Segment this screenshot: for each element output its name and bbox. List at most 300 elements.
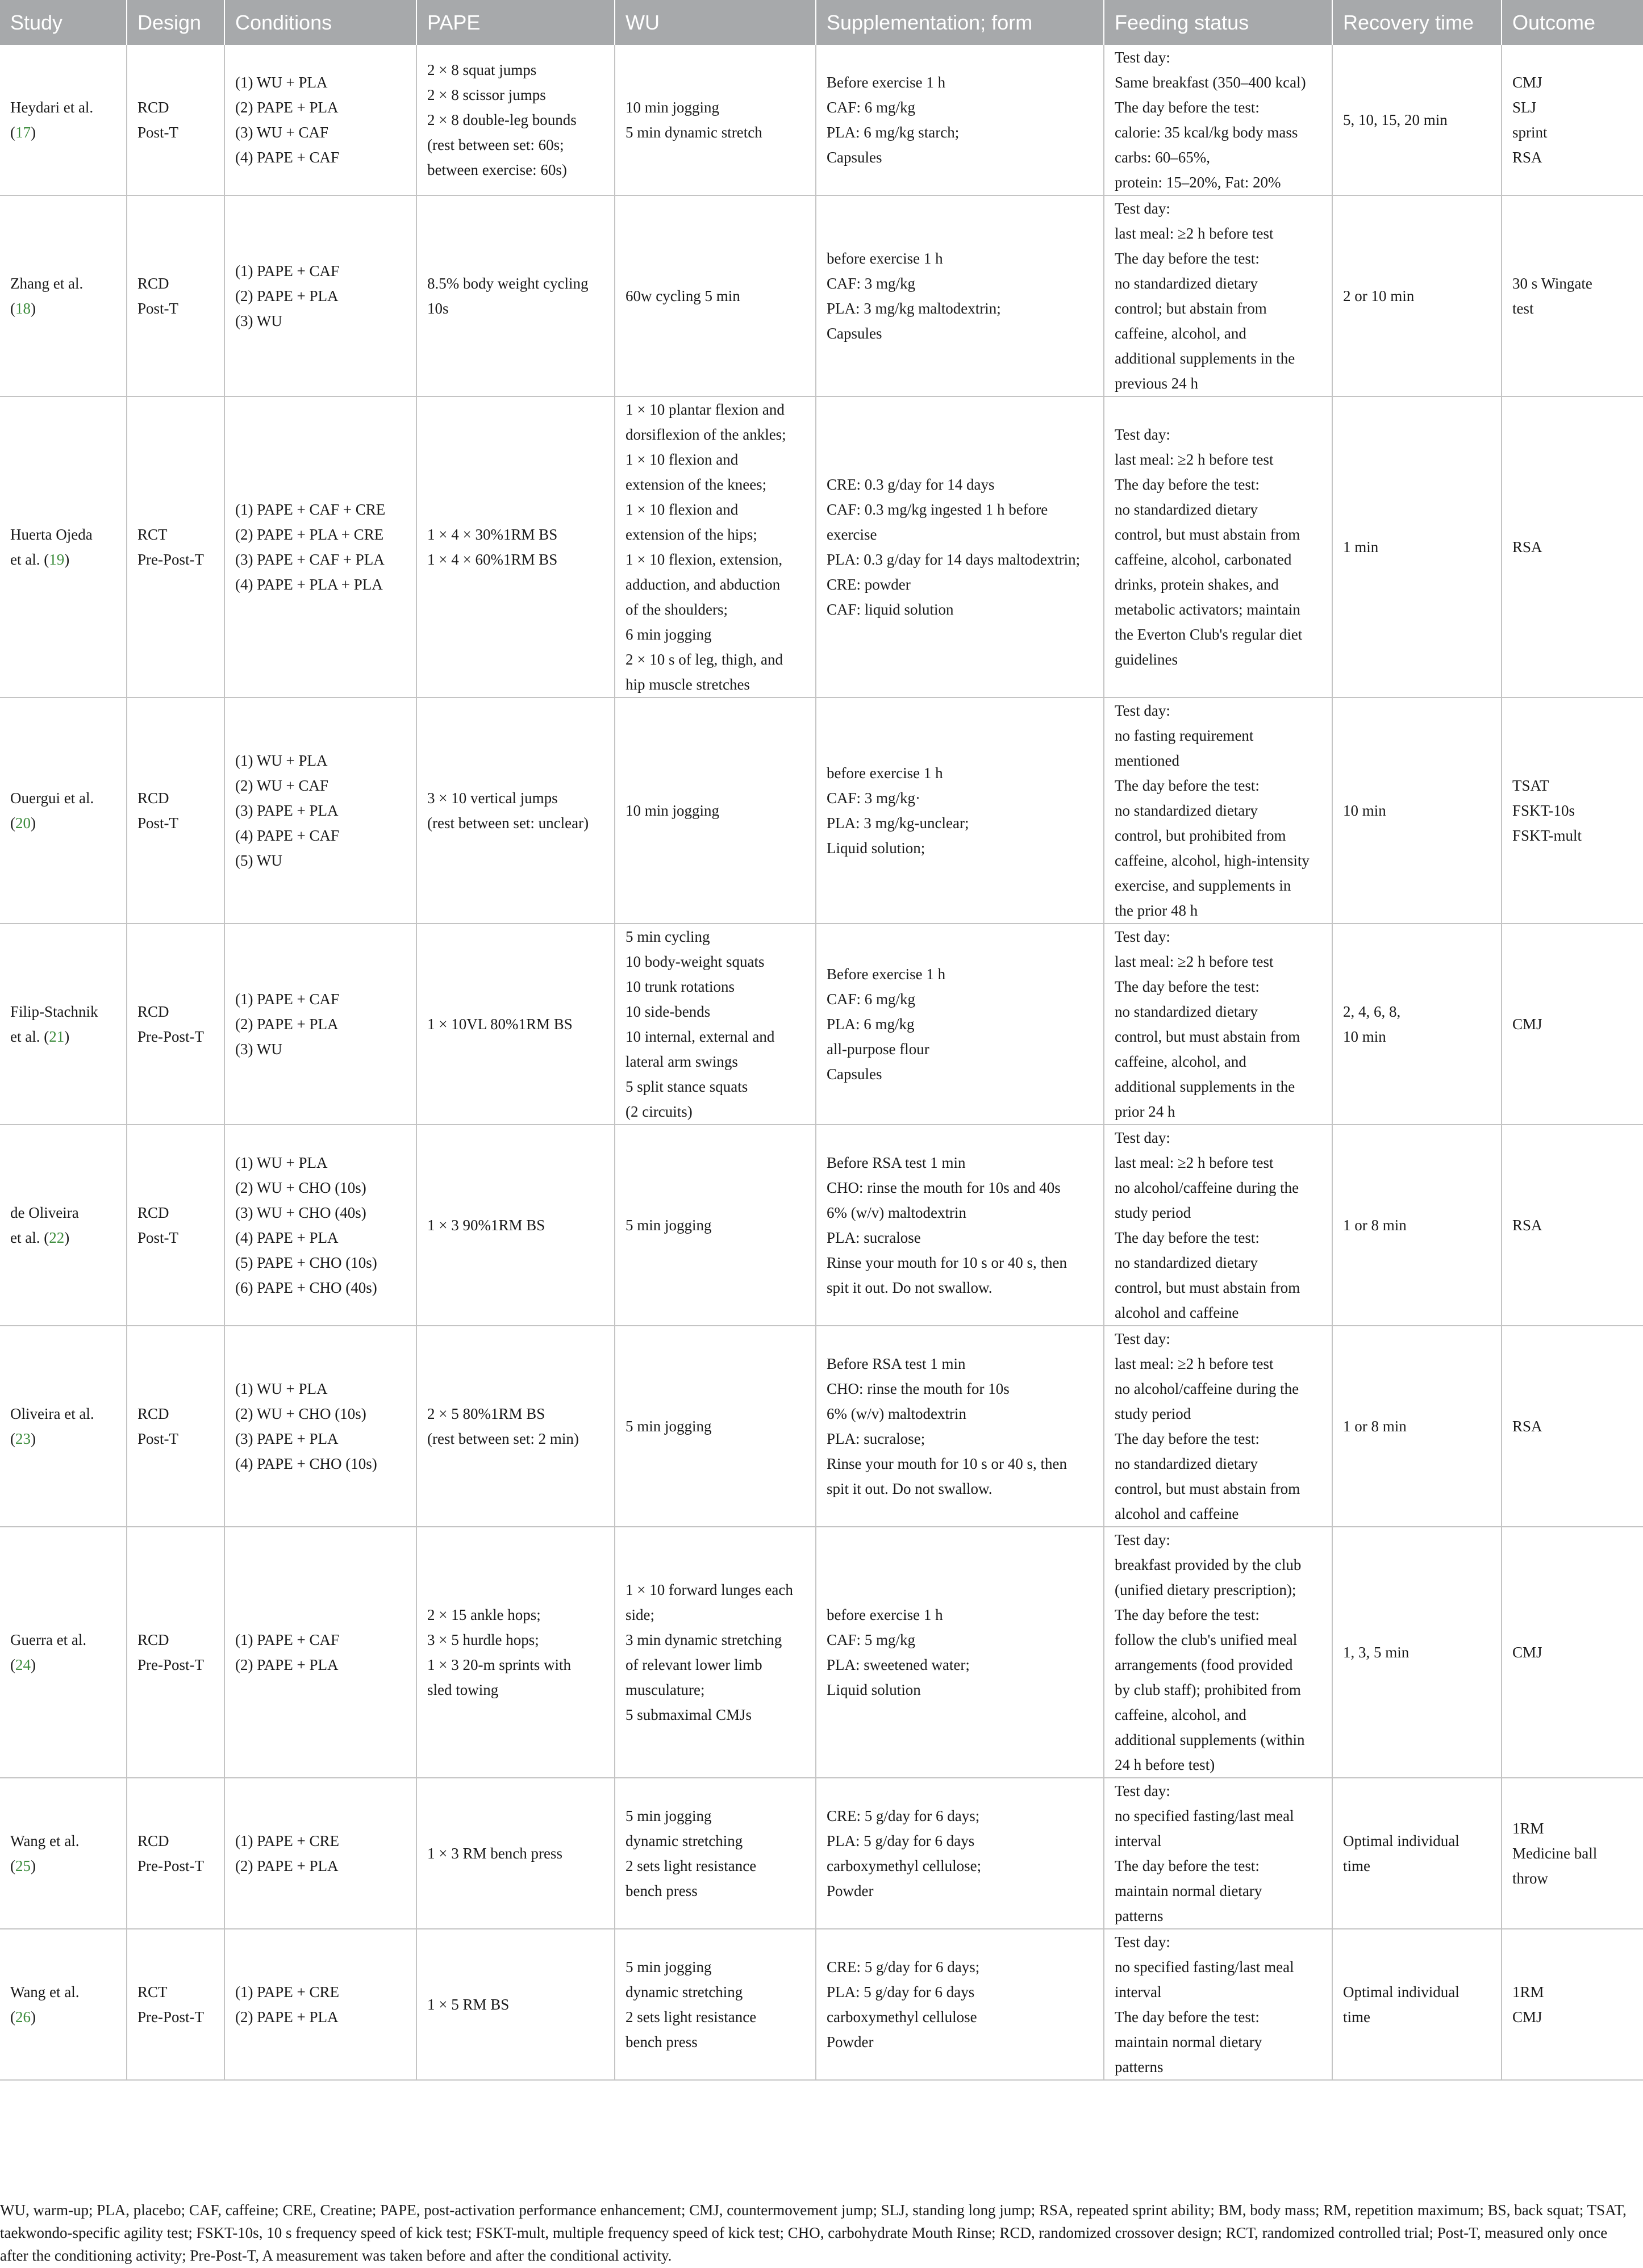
outcome-line: CMJ (1512, 1016, 1542, 1033)
feeding-line: maintain normal dietary (1115, 1882, 1262, 1899)
feeding-line: Test day: (1115, 928, 1170, 945)
cell-supp (816, 396, 1104, 697)
supp-line: PLA: 5 g/day for 6 days (827, 1983, 975, 2000)
feeding-line: calorie: 35 kcal/kg body mass (1115, 124, 1298, 141)
pape-line: 1 × 3 20-m sprints with (427, 1656, 571, 1673)
cell-outcome (1502, 45, 1643, 195)
design-line: Post-T (137, 124, 179, 141)
design-line: RCT (137, 526, 168, 543)
pape-line: 1 × 5 RM BS (427, 1996, 510, 2013)
feeding-line: (unified dietary prescription); (1115, 1581, 1296, 1598)
feeding-line: caffeine, alcohol, and (1115, 1706, 1246, 1723)
study-text: et al. ( (10, 1229, 49, 1246)
supp-line: Powder (827, 2033, 874, 2050)
conditions-line: (3) WU (235, 1041, 282, 1058)
feeding-line: no alcohol/caffeine during the (1115, 1380, 1299, 1397)
outcome-line: throw (1512, 1870, 1548, 1887)
cell-wu (615, 1527, 816, 1778)
feeding-line: no fasting requirement (1115, 727, 1254, 744)
supp-line: CRE: 0.3 g/day for 14 days (827, 476, 995, 493)
supp-line: PLA: sweetened water; (827, 1656, 970, 1673)
cell-pape (416, 195, 615, 396)
conditions-line: (1) PAPE + CAF (235, 991, 340, 1008)
outcome-line: 30 s Wingate (1512, 275, 1592, 292)
supp-line: Capsules (827, 1066, 882, 1083)
feeding-line: the prior 48 h (1115, 902, 1198, 919)
supp-line: PLA: 3 mg/kg-unclear; (827, 815, 969, 832)
cell-feeding (1104, 45, 1332, 195)
feeding-line: last meal: ≥2 h before test (1115, 451, 1274, 468)
pape-line: 2 × 8 scissor jumps (427, 86, 546, 103)
cell-recovery (1332, 1929, 1502, 2080)
feeding-line: patterns (1115, 1907, 1164, 1924)
study-text: Filip-Stachnik (10, 1003, 98, 1020)
feeding-line: The day before the test: (1115, 777, 1260, 794)
cell-conditions (224, 396, 416, 697)
recovery-line: 1 min (1343, 538, 1379, 555)
supp-line: spit it out. Do not swallow. (827, 1480, 993, 1497)
header-row (0, 0, 1643, 45)
feeding-line: prior 24 h (1115, 1103, 1175, 1120)
design-line: Pre-Post-T (137, 1857, 204, 1874)
feeding-line: 24 h before test) (1115, 1756, 1215, 1773)
feeding-line: Test day: (1115, 1782, 1170, 1799)
wu-line: 1 × 10 flexion and (625, 501, 739, 518)
study-line: et al. (21) (10, 1028, 70, 1045)
conditions-line: (1) WU + PLA (235, 1154, 328, 1171)
feeding-line: no standardized dietary (1115, 1003, 1258, 1020)
study-line (10, 1401, 120, 1426)
conditions-line: (2) PAPE + PLA (235, 2008, 339, 2025)
cell-design (127, 1778, 224, 1929)
cell-pape (416, 697, 615, 924)
conditions-line: (5) PAPE + CHO (10s) (235, 1254, 377, 1271)
feeding-line: alcohol and caffeine (1115, 1505, 1239, 1522)
cell-design (127, 1326, 224, 1527)
design-line: Pre-Post-T (137, 2008, 204, 2025)
wu-line: of relevant lower limb (625, 1656, 762, 1673)
table-row (0, 1929, 1643, 2080)
outcome-line: FSKT-10s (1512, 802, 1575, 819)
cell-conditions (224, 1326, 416, 1527)
supp-line: Capsules (827, 149, 882, 166)
design-line: RCD (137, 1003, 169, 1020)
pape-line: 1 × 10VL 80%1RM BS (427, 1016, 573, 1033)
cell-supp (816, 195, 1104, 396)
cell-outcome (1502, 1527, 1643, 1778)
wu-line: bench press (625, 2033, 698, 2050)
study-line: (23) (10, 1430, 36, 1447)
feeding-line: Test day: (1115, 49, 1170, 66)
cell-recovery (1332, 45, 1502, 195)
conditions-line: (2) PAPE + PLA (235, 1857, 339, 1874)
cell-pape (416, 924, 615, 1125)
study-text: ( (10, 1430, 15, 1447)
study-line (10, 1979, 120, 2004)
study-text: Zhang et al. (10, 275, 84, 292)
cell-wu (615, 396, 816, 697)
feeding-line: control, but must abstain from (1115, 1279, 1300, 1296)
cell-outcome (1502, 195, 1643, 396)
feeding-line: caffeine, alcohol, carbonated (1115, 551, 1292, 568)
wu-line: 5 min jogging (625, 1958, 712, 1975)
feeding-line: control; but abstain from (1115, 300, 1267, 317)
conditions-line: (4) PAPE + CAF (235, 827, 340, 844)
cell-conditions (224, 1778, 416, 1929)
conditions-line: (1) WU + PLA (235, 1380, 328, 1397)
reference-link[interactable]: 23 (15, 1430, 31, 1447)
study-line (10, 1200, 120, 1225)
cell-recovery (1332, 1125, 1502, 1326)
cell-recovery (1332, 924, 1502, 1125)
feeding-line: last meal: ≥2 h before test (1115, 1154, 1274, 1171)
feeding-line: control, but prohibited from (1115, 827, 1286, 844)
cell-pape (416, 45, 615, 195)
study-text: Oliveira et al. (10, 1405, 94, 1422)
cell-design (127, 45, 224, 195)
cell-design (127, 1125, 224, 1326)
conditions-line: (2) WU + CAF (235, 777, 328, 794)
feeding-line: exercise, and supplements in (1115, 877, 1291, 894)
supp-line: CAF: 5 mg/kg (827, 1631, 916, 1648)
reference-link[interactable]: 18 (15, 300, 31, 317)
supp-line: Before RSA test 1 min (827, 1154, 966, 1171)
cell-outcome (1502, 1125, 1643, 1326)
reference-link[interactable]: 20 (15, 815, 31, 832)
outcome-line: Medicine ball (1512, 1845, 1598, 1862)
pape-line: (rest between set: 2 min) (427, 1430, 579, 1447)
outcome-line: CMJ (1512, 1644, 1542, 1661)
wu-line: extension of the hips; (625, 526, 757, 543)
supp-line: before exercise 1 h (827, 765, 943, 782)
feeding-line: last meal: ≥2 h before test (1115, 953, 1274, 970)
study-text: ( (10, 124, 15, 141)
study-line: (24) (10, 1656, 36, 1673)
cell-wu (615, 1929, 816, 2080)
cell-conditions (224, 195, 416, 396)
study-line (10, 1627, 120, 1652)
recovery-line: 10 min (1343, 1028, 1386, 1045)
cell-wu (615, 1326, 816, 1527)
supp-line: Rinse your mouth for 10 s or 40 s, then (827, 1455, 1067, 1472)
pape-line: 3 × 10 vertical jumps (427, 790, 558, 807)
outcome-line: FSKT-mult (1512, 827, 1582, 844)
table-header (0, 0, 1643, 45)
wu-line: 10 side-bends (625, 1003, 711, 1020)
study-line (10, 522, 120, 547)
feeding-line: caffeine, alcohol, high-intensity (1115, 852, 1310, 869)
table-row (0, 1125, 1643, 1326)
cell-outcome (1502, 697, 1643, 924)
wu-line: 1 × 10 flexion and (625, 451, 739, 468)
supp-line: CAF: 3 mg/kg· (827, 790, 921, 807)
header-pape: PAPE (416, 0, 615, 45)
cell-outcome (1502, 396, 1643, 697)
pape-line: 2 × 15 ankle hops; (427, 1606, 541, 1623)
cell-feeding (1104, 924, 1332, 1125)
reference-link[interactable]: 22 (49, 1229, 65, 1246)
cell-study (0, 1527, 127, 1778)
reference-link[interactable]: 24 (15, 1656, 31, 1673)
reference-link[interactable]: 19 (49, 551, 65, 568)
feeding-line: by club staff); prohibited from (1115, 1681, 1301, 1698)
feeding-line: control, but must abstain from (1115, 1028, 1300, 1045)
outcome-line: test (1512, 300, 1534, 317)
study-text: ( (10, 815, 15, 832)
wu-line: 5 min jogging (625, 1217, 712, 1234)
feeding-line: carbs: 60–65%, (1115, 149, 1210, 166)
conditions-line: (3) PAPE + PLA (235, 802, 339, 819)
feeding-line: arrangements (food provided (1115, 1656, 1293, 1673)
table-row (0, 1778, 1643, 1929)
conditions-line: (1) WU + PLA (235, 74, 328, 91)
supp-line: Before exercise 1 h (827, 74, 946, 91)
cell-supp (816, 1527, 1104, 1778)
outcome-line: RSA (1512, 149, 1542, 166)
pape-line: 1 × 3 90%1RM BS (427, 1217, 545, 1234)
cell-recovery (1332, 1778, 1502, 1929)
feeding-line: Test day: (1115, 200, 1170, 217)
study-line (10, 999, 120, 1024)
supp-line: CHO: rinse the mouth for 10s and 40s (827, 1179, 1061, 1196)
feeding-line: guidelines (1115, 651, 1178, 668)
study-line (10, 95, 120, 120)
header-recovery-time: Recovery time (1332, 0, 1502, 45)
feeding-line: alcohol and caffeine (1115, 1304, 1239, 1321)
cell-pape (416, 1125, 615, 1326)
design-line: RCD (137, 1405, 169, 1422)
study-line: (17) (10, 124, 36, 141)
wu-line: 3 min dynamic stretching (625, 1631, 782, 1648)
feeding-line: The day before the test: (1115, 2008, 1260, 2025)
outcome-line: sprint (1512, 124, 1548, 141)
cell-study (0, 195, 127, 396)
feeding-line: Same breakfast (350–400 kcal) (1115, 74, 1306, 91)
conditions-line: (4) PAPE + PLA + PLA (235, 576, 383, 593)
cell-design (127, 924, 224, 1125)
feeding-line: maintain normal dietary (1115, 2033, 1262, 2050)
study-text: Wang et al. (10, 1983, 80, 2000)
supp-line: Capsules (827, 325, 882, 342)
cell-recovery (1332, 1527, 1502, 1778)
study-line (10, 271, 120, 296)
wu-line: 5 min jogging (625, 1418, 712, 1435)
cell-feeding (1104, 1527, 1332, 1778)
cell-feeding (1104, 1778, 1332, 1929)
wu-line: 10 body-weight squats (625, 953, 765, 970)
cell-wu (615, 697, 816, 924)
table-footnote: WU, warm-up; PLA, placebo; CAF, caffeine; CRE, Creatine; PAPE, post-activation performance enhancement; CMJ, countermovement jump; SLJ, standing long jump; RSA, repeated sprint ability; BM, body mass; RM, repetition maximum; BS, back squat; TSAT, taekwondo-specific agility test; FSKT-10s, 10 s frequency speed of kick test; FSKT-mult, multiple frequency speed of kick test; CHO, carbohydrate Mouth Rinse; RCD, randomized crossover design; RCT, randomized controlled trial; Post-T, measured only once after the conditioning activity; Pre-Post-T, A measurement was taken before and after the conditional activity. (0, 2202, 1627, 2264)
feeding-line: no specified fasting/last meal (1115, 1958, 1294, 1975)
supp-line: CRE: 5 g/day for 6 days; (827, 1958, 980, 1975)
cell-design (127, 697, 224, 924)
design-line: Post-T (137, 815, 179, 832)
wu-line: musculature; (625, 1681, 705, 1698)
supp-line: PLA: 0.3 g/day for 14 days maltodextrin; (827, 551, 1081, 568)
supp-line: CAF: liquid solution (827, 601, 954, 618)
study-text: ( (10, 300, 15, 317)
feeding-line: patterns (1115, 2058, 1164, 2075)
design-line: Pre-Post-T (137, 1656, 204, 1673)
header-supplementation: Supplementation; form (816, 0, 1104, 45)
cell-study (0, 924, 127, 1125)
recovery-line: time (1343, 2008, 1370, 2025)
study-text: ( (10, 1656, 15, 1673)
cell-study (0, 1929, 127, 2080)
cell-recovery (1332, 195, 1502, 396)
wu-line: dorsiflexion of the ankles; (625, 426, 786, 443)
cell-supp (816, 924, 1104, 1125)
conditions-line: (1) PAPE + CAF + CRE (235, 501, 386, 518)
wu-line: 2 sets light resistance (625, 1857, 757, 1874)
pape-line: 8.5% body weight cycling (427, 275, 589, 292)
cell-supp (816, 45, 1104, 195)
study-line: (25) (10, 1857, 36, 1874)
feeding-line: study period (1115, 1405, 1191, 1422)
design-line: RCD (137, 275, 169, 292)
study-line (10, 1828, 120, 1853)
supp-line: CAF: 3 mg/kg (827, 275, 916, 292)
wu-line: adduction, and abduction (625, 576, 781, 593)
feeding-line: caffeine, alcohol, and (1115, 325, 1246, 342)
supp-line: Rinse your mouth for 10 s or 40 s, then (827, 1254, 1067, 1271)
feeding-line: Test day: (1115, 702, 1170, 719)
outcome-line: 1RM (1512, 1820, 1544, 1837)
feeding-line: Test day: (1115, 1129, 1170, 1146)
cell-supp (816, 697, 1104, 924)
wu-line: 5 min dynamic stretch (625, 124, 762, 141)
outcome-line: SLJ (1512, 99, 1537, 116)
feeding-line: interval (1115, 1832, 1162, 1849)
study-text: Wang et al. (10, 1832, 80, 1849)
conditions-line: (2) WU + CHO (10s) (235, 1179, 366, 1196)
study-line: (20) (10, 815, 36, 832)
header-design: Design (127, 0, 224, 45)
cell-feeding (1104, 1125, 1332, 1326)
feeding-line: the Everton Club's regular diet (1115, 626, 1303, 643)
cell-design (127, 1929, 224, 2080)
cell-feeding (1104, 697, 1332, 924)
supp-line: carboxymethyl cellulose (827, 2008, 977, 2025)
cell-supp (816, 1326, 1104, 1527)
study-line: et al. (19) (10, 551, 70, 568)
cell-wu (615, 1125, 816, 1326)
supp-line: CRE: 5 g/day for 6 days; (827, 1807, 980, 1824)
conditions-line: (5) WU (235, 852, 282, 869)
wu-line: lateral arm swings (625, 1053, 738, 1070)
supp-line: 6% (w/v) maltodextrin (827, 1204, 966, 1221)
feeding-line: caffeine, alcohol, and (1115, 1053, 1246, 1070)
feeding-line: The day before the test: (1115, 978, 1260, 995)
conditions-line: (1) WU + PLA (235, 752, 328, 769)
design-line: Post-T (137, 1229, 179, 1246)
reference-link[interactable]: 25 (15, 1857, 31, 1874)
cell-conditions (224, 1125, 416, 1326)
conditions-line: (1) PAPE + CRE (235, 1832, 340, 1849)
cell-conditions (224, 1929, 416, 2080)
feeding-line: study period (1115, 1204, 1191, 1221)
wu-line: 1 × 10 forward lunges each (625, 1581, 793, 1598)
recovery-line: 5, 10, 15, 20 min (1343, 111, 1448, 128)
pape-line: 2 × 8 double-leg bounds (427, 111, 577, 128)
conditions-line: (3) PAPE + CAF + PLA (235, 551, 385, 568)
wu-line: 2 × 10 s of leg, thigh, and (625, 651, 783, 668)
pape-line: 10s (427, 300, 449, 317)
conditions-line: (4) PAPE + CAF (235, 149, 340, 166)
pape-line: 1 × 4 × 60%1RM BS (427, 551, 558, 568)
feeding-line: additional supplements in the (1115, 1078, 1295, 1095)
cell-recovery (1332, 697, 1502, 924)
wu-line: 1 × 10 flexion, extension, (625, 551, 783, 568)
supp-line: Before RSA test 1 min (827, 1355, 966, 1372)
pape-line: 2 × 8 squat jumps (427, 61, 537, 78)
conditions-line: (6) PAPE + CHO (40s) (235, 1279, 377, 1296)
recovery-line: time (1343, 1857, 1370, 1874)
feeding-line: last meal: ≥2 h before test (1115, 225, 1274, 242)
conditions-line: (2) WU + CHO (10s) (235, 1405, 366, 1422)
feeding-line: The day before the test: (1115, 1430, 1260, 1447)
feeding-line: no standardized dietary (1115, 501, 1258, 518)
table-body (0, 45, 1643, 2080)
conditions-line: (2) PAPE + PLA (235, 287, 339, 304)
supp-line: before exercise 1 h (827, 250, 943, 267)
wu-line: 5 min cycling (625, 928, 710, 945)
conditions-line: (3) WU + CHO (40s) (235, 1204, 366, 1221)
pape-line: 2 × 5 80%1RM BS (427, 1405, 545, 1422)
reference-link[interactable]: 21 (49, 1028, 65, 1045)
reference-link[interactable]: 17 (15, 124, 31, 141)
wu-line: 10 min jogging (625, 99, 720, 116)
cell-wu (615, 45, 816, 195)
design-line: RCD (137, 99, 169, 116)
supp-line: CAF: 6 mg/kg (827, 991, 916, 1008)
table-row (0, 1527, 1643, 1778)
cell-design (127, 1527, 224, 1778)
study-text: Guerra et al. (10, 1631, 87, 1648)
supp-line: PLA: 3 mg/kg maltodextrin; (827, 300, 1001, 317)
supp-line: Liquid solution; (827, 839, 925, 857)
outcome-line: RSA (1512, 1217, 1542, 1234)
study-text: ( (10, 2008, 15, 2025)
study-line: (18) (10, 300, 36, 317)
pape-line: 1 × 3 RM bench press (427, 1845, 562, 1862)
feeding-line: metabolic activators; maintain (1115, 601, 1300, 618)
feeding-line: The day before the test: (1115, 1606, 1260, 1623)
conditions-line: (4) PAPE + CHO (10s) (235, 1455, 377, 1472)
study-line: (26) (10, 2008, 36, 2025)
cell-study (0, 1125, 127, 1326)
pape-line: between exercise: 60s) (427, 161, 567, 178)
outcome-line: RSA (1512, 538, 1542, 555)
reference-link[interactable]: 26 (15, 2008, 31, 2025)
pape-line: sled towing (427, 1681, 499, 1698)
recovery-line: Optimal individual (1343, 1832, 1459, 1849)
feeding-line: breakfast provided by the club (1115, 1556, 1302, 1573)
wu-line: 60w cycling 5 min (625, 287, 740, 304)
feeding-line: no standardized dietary (1115, 1455, 1258, 1472)
pape-line: 3 × 5 hurdle hops; (427, 1631, 539, 1648)
cell-conditions (224, 45, 416, 195)
supp-line: spit it out. Do not swallow. (827, 1279, 993, 1296)
supp-line: CRE: powder (827, 576, 911, 593)
outcome-line: RSA (1512, 1418, 1542, 1435)
conditions-line: (3) WU (235, 312, 282, 329)
supp-line: PLA: 6 mg/kg starch; (827, 124, 960, 141)
feeding-line: The day before the test: (1115, 1229, 1260, 1246)
wu-line: extension of the knees; (625, 476, 767, 493)
wu-line: (2 circuits) (625, 1103, 693, 1120)
cell-feeding (1104, 195, 1332, 396)
